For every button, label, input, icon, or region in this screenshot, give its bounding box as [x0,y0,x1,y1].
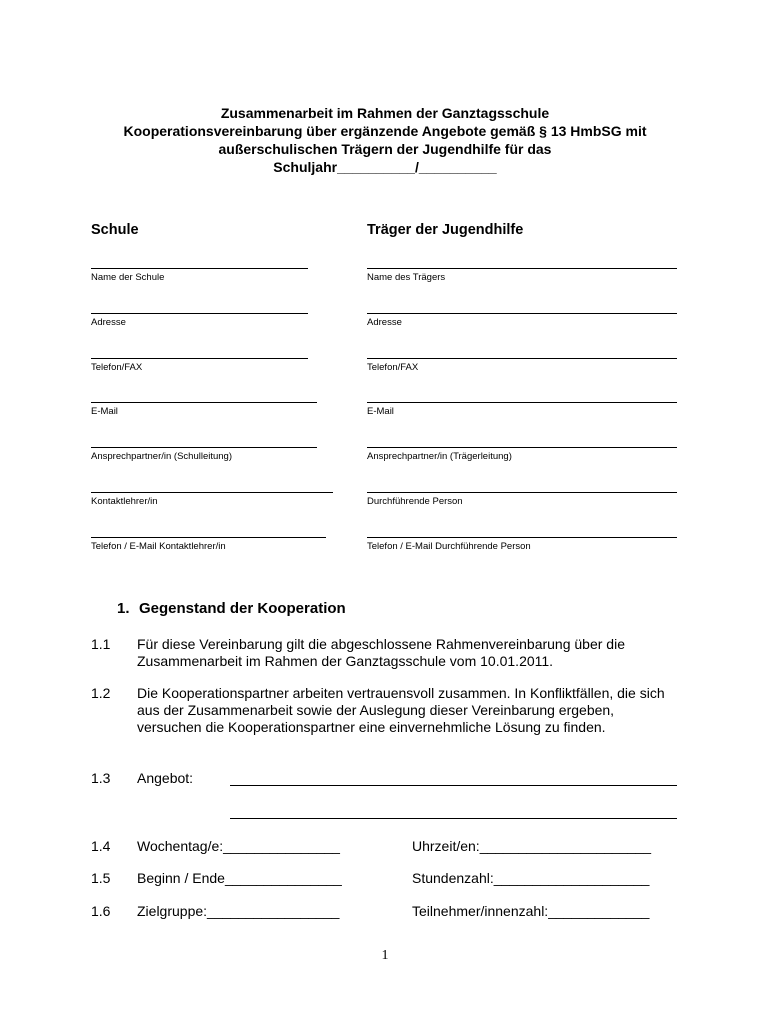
field-line[interactable] [367,313,677,314]
heading-traeger: Träger der Jugendhilfe [367,222,524,238]
field-line[interactable] [367,268,677,269]
field-line[interactable] [367,402,677,403]
field-telefon-fax-schule[interactable] [91,358,308,373]
field-line[interactable] [367,358,677,359]
field-line[interactable] [91,313,308,314]
teilnehmerzahl-field[interactable]: Teilnehmer/innenzahl:_____________ [412,903,650,919]
field-label: Adresse [91,317,126,328]
heading-schule: Schule [91,222,139,238]
wochentag-field[interactable]: Wochentag/e:_______________ [137,838,340,854]
title-line-2: Kooperationsvereinbarung über ergänzende Angebote gemäß § 13 HmbSG mit [123,123,647,139]
field-label: Ansprechpartner/in (Schulleitung) [91,451,232,462]
field-label: Telefon/FAX [91,362,143,373]
angebot-label: Angebot: [137,770,194,786]
paragraph-1-1 [91,636,681,670]
field-line[interactable] [367,447,677,448]
field-label: Name des Trägers [367,272,446,283]
field-email-schule[interactable] [91,402,317,417]
paragraph-number: 1.2 [91,685,111,701]
row-1-6 [91,903,691,923]
paragraph-number: 1.3 [91,770,111,786]
title-line-3: außerschulischen Trägern der Jugendhilfe für das [218,141,552,157]
paragraph-number: 1.5 [91,870,111,886]
paragraph-number: 1.1 [91,636,111,652]
field-name-des-traegers[interactable] [367,268,677,283]
field-label: Telefon/FAX [367,362,419,373]
field-ansprechpartner-traegerleitung[interactable] [367,447,677,462]
field-line[interactable] [91,537,326,538]
field-name-der-schule[interactable] [91,268,308,283]
page-number: 1 [381,948,389,963]
field-email-traeger[interactable] [367,402,677,417]
field-telefon-email-durchfuehrende-person[interactable] [367,537,677,552]
row-1-5 [91,870,691,890]
paragraph-1-2 [91,685,681,736]
field-adresse-traeger[interactable] [367,313,677,328]
field-label: Adresse [367,317,402,328]
beginn-ende-field[interactable]: Beginn / Ende_______________ [137,870,342,886]
field-adresse-schule[interactable] [91,313,308,328]
field-telefon-fax-traeger[interactable] [367,358,677,373]
field-label: Durchführende Person [367,496,463,507]
field-line[interactable] [91,402,317,403]
angebot-input-line-1[interactable] [230,785,677,786]
field-label: Ansprechpartner/in (Trägerleitung) [367,451,512,462]
field-label: Telefon / E-Mail Durchführende Person [367,541,531,552]
section-1-heading [117,600,346,617]
angebot-input-line-2[interactable] [230,818,677,819]
title-line-4-schuljahr: Schuljahr__________/__________ [273,159,497,175]
field-label: E-Mail [367,406,394,417]
paragraph-number: 1.4 [91,838,111,854]
field-line[interactable] [91,492,333,493]
uhrzeit-field[interactable]: Uhrzeit/en:______________________ [412,838,651,854]
section-number: 1. [117,600,130,617]
field-line[interactable] [91,447,317,448]
field-label: Kontaktlehrer/in [91,496,158,507]
field-line[interactable] [91,268,308,269]
field-label: E-Mail [91,406,118,417]
field-line[interactable] [91,358,308,359]
paragraph-text: Für diese Vereinbarung gilt die abgeschlossene Rahmenvereinbarung über die Zusammenarbeit im Rahmen der Ganztagsschule vom 10.01.2011. [137,636,625,669]
stundenzahl-field[interactable]: Stundenzahl:____________________ [412,870,650,886]
paragraph-number: 1.6 [91,903,111,919]
field-label: Telefon / E-Mail Kontaktlehrer/in [91,541,226,552]
field-ansprechpartner-schulleitung[interactable] [91,447,317,462]
row-1-4 [91,838,691,858]
field-label: Name der Schule [91,272,165,283]
section-title: Gegenstand der Kooperation [139,600,346,617]
field-kontaktlehrer[interactable] [91,492,333,507]
field-durchfuehrende-person[interactable] [367,492,677,507]
zielgruppe-field[interactable]: Zielgruppe:_________________ [137,903,340,919]
paragraph-text: Die Kooperationspartner arbeiten vertrauensvoll zusammen. In Konfliktfällen, die sich aus der Zusammenarbeit sowie der Auslegung dieser Vereinbarung ergeben, versuchen die Kooperationspartner eine einvernehmliche Lösung zu finden. [137,685,665,735]
field-telefon-email-kontaktlehrer[interactable] [91,537,326,552]
field-line[interactable] [367,537,677,538]
title-line-1: Zusammenarbeit im Rahmen der Ganztagsschule [220,105,550,121]
field-line[interactable] [367,492,677,493]
